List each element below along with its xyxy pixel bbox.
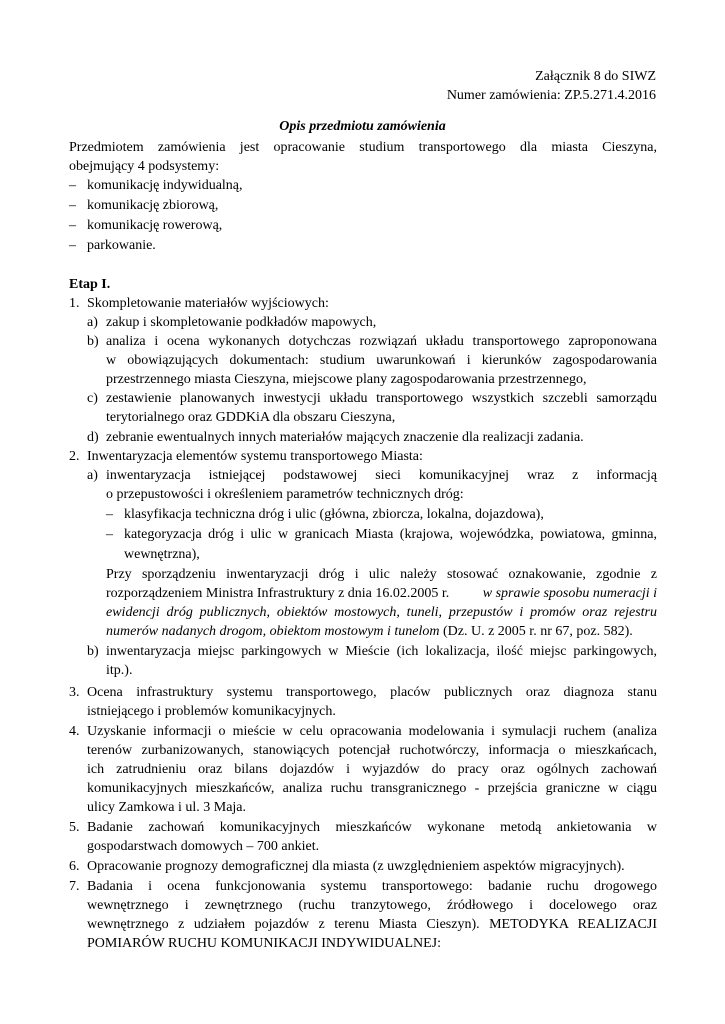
subitem-marker: c) [87,391,98,406]
list-item: komunikację indywidualną, [87,178,243,193]
list-item: komunikację rowerową, [87,218,223,233]
item-text: gospodarstwach domowych – 700 ankiet. [87,839,320,854]
item-text: wewnętrznego z udziałem pojazdów z terenu Miasta Cieszyn). METODYKA REALIZACJI [87,917,657,932]
list-dash: – [69,178,76,193]
subitem-text: zakup i skompletowanie podkładów mapowych, [106,315,377,330]
list-item: komunikację zbiorową, [87,198,219,213]
regulation-title: ewidencji dróg publicznych, obiektów mostowych, tuneli, przepustów i promów oraz rejestru [106,605,657,620]
subitem-text: itp.). [106,663,133,678]
intro-line: Przedmiotem zamówienia jest opracowanie studium transportowego dla miasta Cieszyna, [69,140,657,155]
item-text: Badania i ocena funkcjonowania systemu transportowego: badanie ruchu drogowego [87,879,657,894]
document-title: Opis przedmiotu zamówienia [279,119,446,134]
item-number: 5. [69,820,80,835]
item-text: Badanie zachowań komunikacyjnych mieszkańców wykonane metodą ankietowania w [87,820,657,835]
attachment-label: Załącznik 8 do SIWZ [535,69,656,84]
item-text: ich zatrudnieniu oraz bilans dojazdów i wyjazdów do pracy oraz ogólnych zachowań [87,762,657,777]
item-text: ulicy Zamkowa i ul. 3 Maja. [87,800,247,815]
item-number: 7. [69,879,80,894]
item-text: Opracowanie prognozy demograficznej dla miasta (z uwzględnieniem aspektów migracyjnych). [87,859,625,874]
item-text: Inwentaryzacja elementów systemu transportowego Miasta: [87,449,423,464]
subitem-marker: b) [87,334,99,349]
paragraph-line: Przy sporządzeniu inwentaryzacji dróg i ulic należy stosować oznakowanie, zgodnie z [106,567,657,582]
subitem-text: zestawienie planowanych inwestycji układu transportowego wszystkich szczebli samorządu [106,391,657,406]
list-dash: – [69,238,76,253]
list-dash: – [69,218,76,233]
regulation-title: w sprawie sposobu numeracji i [482,586,657,601]
subitem-marker: a) [87,315,98,330]
list-item: wewnętrzna), [124,547,200,562]
item-text: Skompletowanie materiałów wyjściowych: [87,296,329,311]
paragraph-line [106,584,657,603]
list-dash: – [69,198,76,213]
list-dash: – [106,507,113,522]
intro-line: obejmujący 4 podsystemy: [69,159,220,174]
item-number: 4. [69,724,80,739]
subitem-text: przestrzennego miasta Cieszyna, miejscowe plany zagospodarowania przestrzennego, [106,372,587,387]
item-number: 6. [69,859,80,874]
item-text: Ocena infrastruktury systemu transportowego, placów publicznych oraz diagnoza stanu [87,685,657,700]
regulation-title: numerów nadanych drogom, obiektom mostowym i tunelom [106,624,440,639]
item-text: istniejącego i problemów komunikacyjnych. [87,704,336,719]
section-heading: Etap I. [69,277,111,292]
paragraph-line [106,603,657,622]
list-dash: – [106,527,113,542]
list-item: parkowanie. [87,238,156,253]
item-text: komunikacyjnych mieszkańców, analiza ruchu transgranicznego - przejścia graniczne w ciągu [87,781,657,796]
subitem-text: inwentaryzacja miejsc parkingowych w Mieście (ich lokalizacja, ilość miejsc parkingowych, [106,644,657,659]
subitem-marker: d) [87,430,99,445]
item-text: Uzyskanie informacji o mieście w celu opracowania modelowania i symulacji ruchem (analiza [87,724,657,739]
subitem-text: analiza i ocena wykonanych dotychczas rozwiązań układu transportowego zaproponowana [106,334,657,349]
item-number: 3. [69,685,80,700]
subitem-text: zebranie ewentualnych innych materiałów mających znaczenie dla realizacji zadania. [106,430,584,445]
item-text: wewnętrznego i zewnętrznego (ruchu tranzytowego, źródłowego i docelowego oraz [87,898,657,913]
subitem-text: inwentaryzacja istniejącej podstawowej sieci komunikacyjnej wraz z informacją [106,468,657,483]
subitem-text: w obowiązujących dokumentach: studium uwarunkowań i kierunków zagospodarowania [106,353,657,368]
paragraph-line [106,622,633,641]
item-text: terenów zurbanizowanych, stanowiących potencjał ruchotwórczy, informacja o mieszkańcach, [87,743,657,758]
item-text: POMIARÓW RUCHU KOMUNIKACJI INDYWIDUALNEJ: [87,936,442,951]
list-item: klasyfikacja techniczna dróg i ulic (główna, zbiorcza, lokalna, dojazdowa), [124,507,544,522]
regulation-text: rozporządzeniem Ministra Infrastruktury z dnia 16.02.2005 r. [106,586,450,601]
subitem-marker: b) [87,644,99,659]
subitem-marker: a) [87,468,98,483]
order-number: Numer zamówienia: ZP.5.271.4.2016 [446,88,656,103]
item-number: 2. [69,449,80,464]
regulation-citation: (Dz. U. z 2005 r. nr 67, poz. 582). [443,624,633,639]
subitem-text: o przepustowości i określeniem parametrów technicznych dróg: [106,487,464,502]
subitem-text: terytorialnego oraz GDDKiA dla obszaru Cieszyna, [106,410,396,425]
list-item: kategoryzacja dróg i ulic w granicach Miasta (krajowa, wojewódzka, powiatowa, gminna, [124,527,657,542]
item-number: 1. [69,296,80,311]
